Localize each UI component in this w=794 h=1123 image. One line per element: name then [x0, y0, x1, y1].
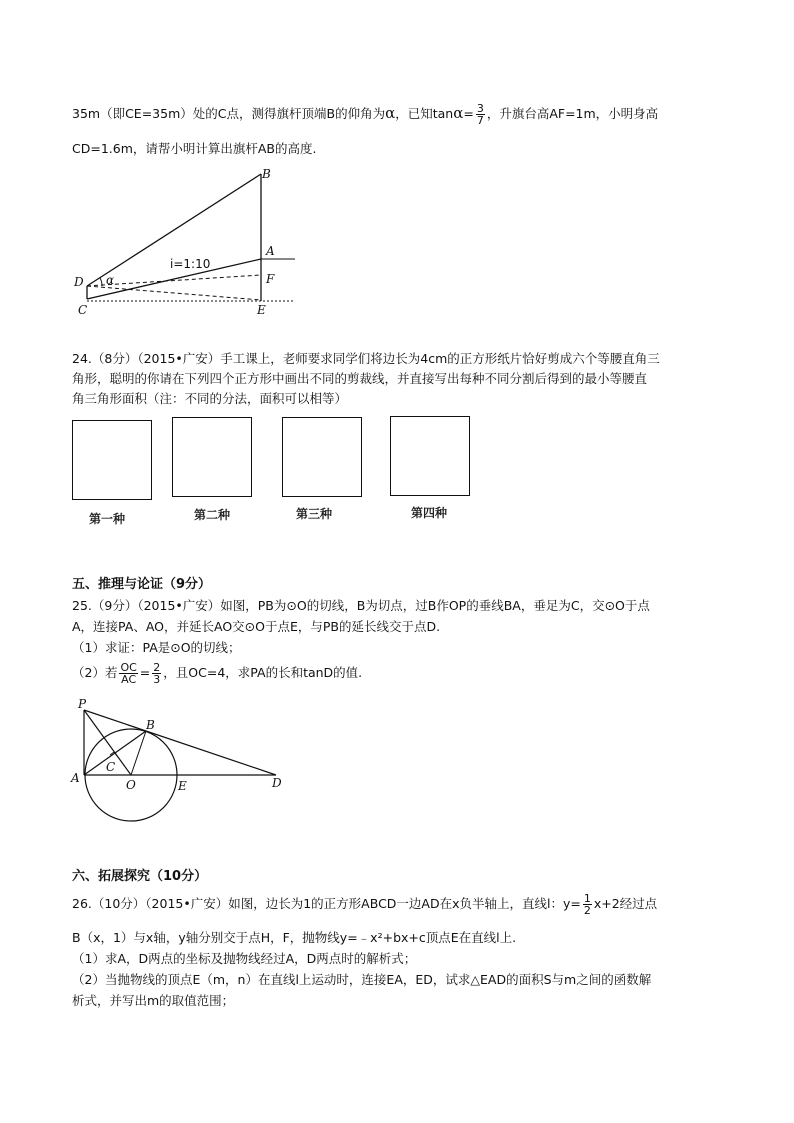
ac-denominator: AC — [121, 673, 137, 686]
oc-numerator: OC — [120, 661, 137, 674]
q23-equals: = — [463, 106, 474, 121]
q26-line1 — [72, 893, 657, 916]
label-E: E — [178, 779, 187, 793]
flagpole-figure — [70, 166, 310, 321]
angle-label: α — [106, 273, 115, 287]
q25-equals: = — [139, 665, 151, 680]
square-2[interactable] — [172, 417, 252, 497]
slope-numerator: 1 — [583, 892, 591, 905]
q26-line5: 析式，并写出m的取值范围； — [72, 993, 235, 1008]
q23-line1 — [72, 103, 658, 126]
label-A: A — [71, 771, 80, 785]
q25-line3: （1）求证：PA是⊙O的切线； — [72, 640, 241, 655]
slope-denominator: 2 — [583, 904, 591, 917]
slope-label: i=1:10 — [170, 257, 211, 271]
q25-line2: A，连接PA、AO，并延长AO交⊙O于点E，与PB的延长线交于点D. — [72, 619, 441, 634]
q26-text-a: 26.（10分）（2015•广安）如图，边长为1的正方形ABCD一边AD在x负半轴上，直线l：y= — [72, 896, 581, 911]
q23-text-b: ，已知tan — [395, 106, 454, 121]
label-C: C — [78, 303, 88, 317]
label-D: D — [74, 275, 84, 289]
line-OB — [131, 731, 146, 775]
q23-text-d: ，升旗台高AF=1m，小明身高 — [486, 106, 659, 121]
alpha-symbol-2: α — [453, 104, 464, 122]
q25-suffix: ，且OC=4，求PA的长和tanD的值. — [163, 665, 363, 680]
ratio-denominator: 3 — [153, 673, 161, 686]
oc-ac-fraction — [119, 662, 137, 685]
q23-text-a: 35m（即CE=35m）处的C点，测得旗杆顶端B的仰角为 — [72, 106, 386, 121]
tan-fraction — [476, 103, 485, 126]
q26-line2: B（x，1）与x轴，y轴分别交于点H，F，抛物线y=﹣x²+bx+c顶点E在直线l上. — [72, 930, 517, 945]
label-O: O — [126, 778, 136, 792]
square-label-3: 第三种 — [296, 507, 333, 521]
label-E: E — [257, 303, 266, 317]
label-C: C — [106, 760, 116, 774]
section6-title: 六、拓展探究（10分） — [72, 869, 208, 884]
alpha-symbol: α — [385, 104, 396, 122]
q25-line4 — [72, 662, 362, 685]
q25-line1: 25.（9分）（2015•广安）如图，PB为⊙O的切线，B为切点，过B作OP的垂线BA，垂足为C，交⊙O于点 — [72, 598, 650, 613]
q24-line1: 24.（8分）（2015•广安）手工课上，老师要求同学们将边长为4cm的正方形纸片恰好剪成六个等腰直角三 — [72, 351, 660, 366]
label-D: D — [272, 776, 282, 790]
label-B: B — [262, 167, 271, 181]
q26-line3: （1）求A，D两点的坐标及抛物线经过A，D两点时的解析式； — [72, 951, 417, 966]
q24-line3: 角三角形面积（注：不同的分法，面积可以相等） — [72, 391, 348, 406]
tan-denominator: 7 — [476, 114, 484, 127]
ratio-numerator: 2 — [153, 661, 161, 674]
circle-tangent-figure — [66, 694, 296, 829]
square-1[interactable] — [72, 420, 152, 500]
label-P: P — [78, 697, 87, 711]
q25-prefix: （2）若 — [72, 665, 118, 680]
square-3[interactable] — [282, 417, 362, 497]
square-label-2: 第二种 — [194, 508, 231, 522]
square-label-1: 第一种 — [89, 512, 126, 526]
slope-fraction — [583, 893, 592, 916]
square-4[interactable] — [390, 416, 470, 496]
q26-line4: （2）当抛物线的顶点E（m，n）在直线l上运动时，连接EA，ED，试求△EAD的面积S与m之间的函数解 — [72, 972, 652, 987]
q23-line2: CD=1.6m，请帮小明计算出旗杆AB的高度. — [72, 141, 317, 156]
q24-line2: 角形，聪明的你请在下列四个正方形中画出不同的剪裁线，并直接写出每种不同分割后得到的最小等腰直 — [72, 371, 648, 386]
section5-title: 五、推理与论证（9分） — [72, 577, 212, 592]
tan-numerator: 3 — [476, 102, 484, 115]
two-thirds-fraction — [152, 662, 161, 685]
square-label-4: 第四种 — [411, 506, 448, 520]
label-B: B — [146, 718, 155, 732]
q26-text-b: x+2经过点 — [593, 896, 658, 911]
label-F: F — [266, 272, 275, 286]
label-A: A — [266, 244, 275, 258]
